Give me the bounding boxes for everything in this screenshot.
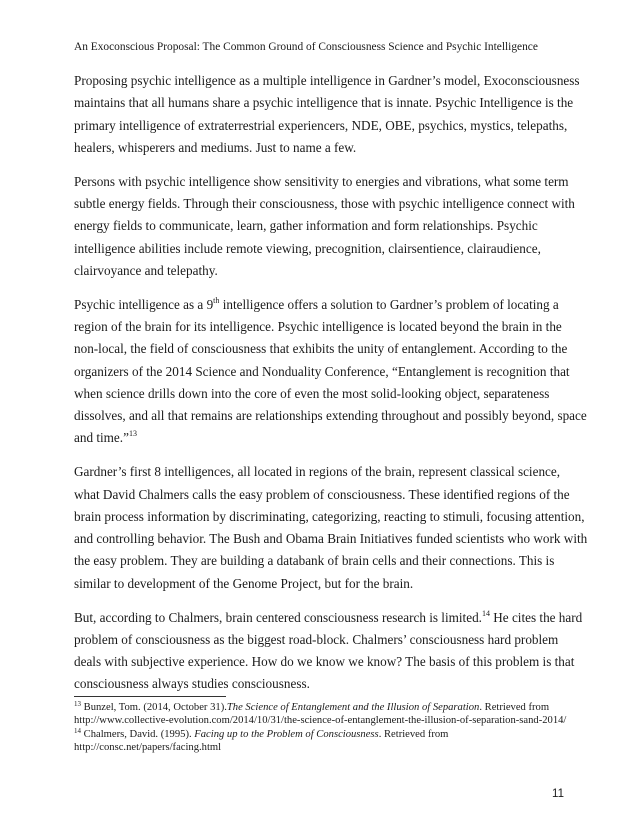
text-line: intelligence abilities include remote viewing, precognition, clairsentience, clairaudience, — [74, 240, 541, 256]
text-line — [74, 294, 574, 316]
text-line: Persons with psychic intelligence show sensitivity to energies and vibrations, what some term — [74, 173, 569, 189]
paragraph-5 — [74, 607, 583, 696]
text-line: Proposing psychic intelligence as a multiple intelligence in Gardner’s model, Exoconsciousness — [74, 73, 580, 88]
text-line: Gardner’s first 8 intelligences, all located in regions of the brain, represent classical science, — [74, 464, 561, 480]
running-header: An Exoconscious Proposal: The Common Ground of Consciousness Science and Psychic Intelligence — [74, 41, 538, 53]
footnote-text: Bunzel, Tom. (2014, October 31). — [81, 702, 227, 713]
text-span: intelligence offers a solution to Gardner’s problem of locating a — [219, 296, 559, 312]
text-line — [74, 607, 583, 629]
footnote-number: 13 — [74, 700, 81, 708]
footnote-text: . Retrieved from — [378, 728, 449, 740]
paragraph-1 — [74, 70, 580, 159]
text-span: Psychic intelligence as a 9 — [74, 296, 214, 312]
text-line: organizers of the 2014 Science and Nonduality Conference, “Entanglement is recognition that — [74, 363, 570, 379]
text-line: region of the brain for its intelligence. Psychic intelligence is located beyond the brain in the — [74, 318, 562, 334]
footnote-text: Chalmers, David. (1995). — [81, 728, 195, 740]
text-line: maintains that all humans share a psychic intelligence that is innate. Psychic Intelligence is the — [74, 95, 574, 111]
text-span: He cites the hard — [489, 609, 583, 625]
text-span: But, according to Chalmers, brain centered consciousness research is limited. — [74, 609, 482, 625]
text-line: clairvoyance and telepathy. — [74, 262, 218, 278]
body-text — [74, 70, 588, 707]
footnote-separator — [74, 696, 226, 697]
ordinal-superscript: th — [213, 295, 220, 305]
text-line: deals with subjective experience. How do we know we know? The basis of this problem is that — [74, 654, 575, 670]
footnote-14-url[interactable]: http://consc.net/papers/facing.html — [74, 742, 222, 754]
text-line: what David Chalmers calls the easy problem of consciousness. These identified regions of the — [74, 486, 570, 502]
text-line: brain process information by discriminating, categorizing, reacting to stimuli, focusing attention, — [74, 508, 585, 524]
paragraph-4 — [74, 461, 588, 595]
text-line: energy fields to communicate, learn, gather information and form relationships. Psychic — [74, 218, 538, 234]
footnote-title: Facing up to the Problem of Consciousness — [194, 728, 379, 740]
text-line: dissolves, and all that remains are relationships extending throughout and possibly beyond, space — [74, 408, 587, 424]
text-line: the easy problem. They are building a databank of brain cells and their connections. This is — [74, 553, 555, 569]
footnote-number: 14 — [74, 726, 81, 735]
footnotes — [74, 701, 594, 755]
footnote-title: The Science of Entanglement and the Illusion of Separation — [226, 702, 480, 713]
page-number: 11 — [552, 788, 564, 800]
footnote-13 — [74, 701, 594, 714]
footnote-14 — [74, 728, 594, 741]
paragraph-2 — [74, 171, 574, 282]
text-line: and controlling behavior. The Bush and Obama Brain Initiatives funded scientists who work with — [74, 531, 588, 547]
footnote-ref-13[interactable]: 13 — [128, 429, 137, 439]
footnote-text: . Retrieved from — [479, 702, 550, 713]
paragraph-3 — [74, 294, 587, 450]
text-line: non-local, the field of consciousness that exhibits the unity of entanglement. According to the — [74, 341, 568, 357]
text-line: when science drills down into the core of even the most solid-looking object, separateness — [74, 385, 550, 401]
text-line: problem of consciousness as the biggest road-block. Chalmers’ consciousness hard problem — [74, 631, 559, 647]
text-line: subtle energy fields. Through their consciousness, those with psychic intelligence connect with — [74, 195, 575, 211]
text-line: primary intelligence of extraterrestrial experiencers, NDE, OBE, psychics, mystics, telepaths, — [74, 117, 568, 133]
footnote-13-url[interactable]: http://www.collective-evolution.com/2014/10/31/the-science-of-entanglement-the-illusion-of-separation-sand-2014/ — [74, 715, 567, 727]
text-line: consciousness always studies consciousness. — [74, 676, 310, 692]
text-line: healers, whisperers and mediums. Just to name a few. — [74, 139, 357, 155]
footnote-ref-14[interactable]: 14 — [481, 608, 490, 618]
text-span: and time.” — [74, 430, 129, 446]
text-line: similar to development of the Genome Project, but for the brain. — [74, 575, 414, 591]
text-line — [74, 427, 574, 449]
